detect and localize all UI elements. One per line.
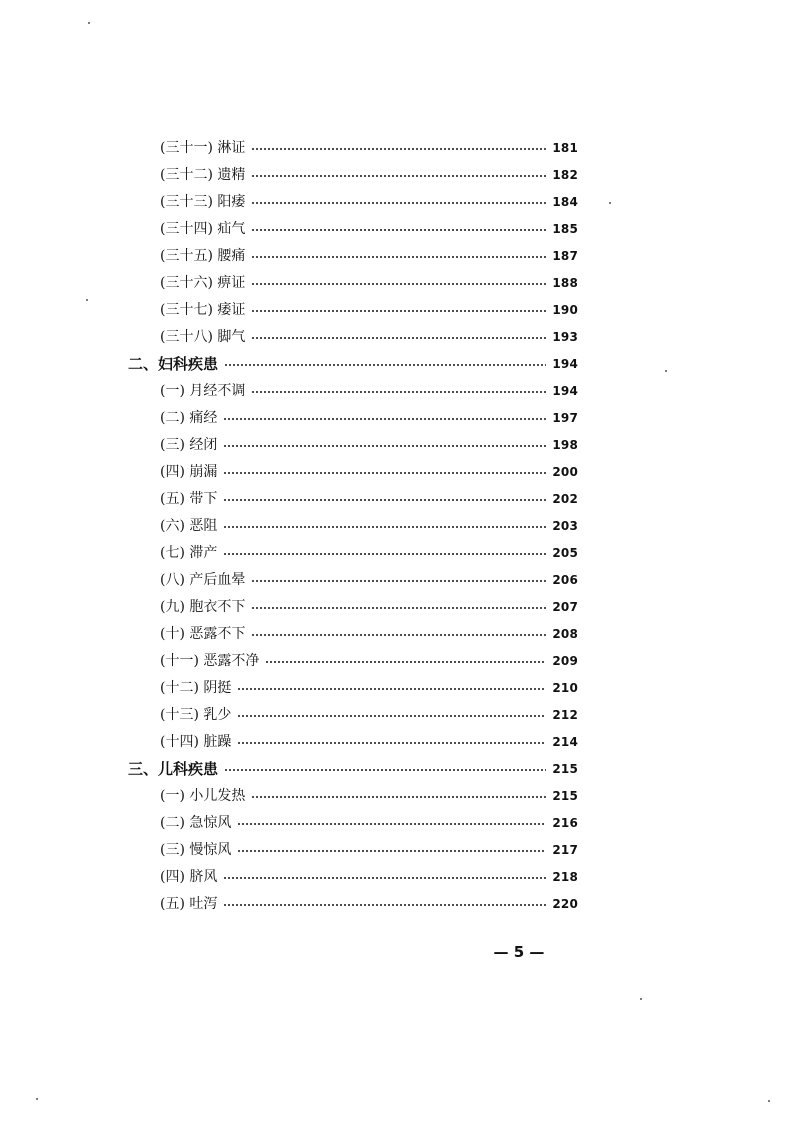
toc-entry-row — [160, 136, 578, 160]
toc-dot-leader — [223, 418, 546, 420]
toc-entry-label: (四) 脐风 — [160, 869, 218, 885]
toc-entry-page: 190 — [552, 303, 578, 317]
toc-entry-row — [160, 487, 578, 511]
toc-entry-page: 184 — [552, 195, 578, 209]
toc-entry-page: 214 — [552, 735, 578, 749]
toc-entry-label: (一) 月经不调 — [160, 383, 246, 399]
toc-entry-row — [160, 703, 578, 727]
toc-entry-page: 188 — [552, 276, 578, 290]
toc-entry-row — [160, 784, 578, 808]
toc-entry-label: (二) 痛经 — [160, 410, 218, 426]
toc-entry-label: (十四) 脏躁 — [160, 734, 232, 750]
toc-entry-row — [160, 217, 578, 241]
toc-dot-leader — [237, 850, 546, 852]
toc-entry-page: 217 — [552, 843, 578, 857]
toc-entry-label: (三十六) 痹证 — [160, 275, 246, 291]
toc-dot-leader — [237, 823, 546, 825]
toc-entry-row — [160, 460, 578, 484]
toc-entry-page: 216 — [552, 816, 578, 830]
toc-dot-leader — [251, 148, 546, 150]
scan-speck — [768, 1100, 770, 1102]
toc-entry-label: (三十三) 阳痿 — [160, 194, 246, 210]
toc-entry-label: (三十一) 淋证 — [160, 140, 246, 156]
toc-entry-page: 207 — [552, 600, 578, 614]
toc-entry-label: (三十四) 疝气 — [160, 221, 246, 237]
toc-entry-page: 218 — [552, 870, 578, 884]
toc-entry-page: 202 — [552, 492, 578, 506]
page-number: — 5 — — [493, 943, 545, 961]
toc-entry-page: 215 — [552, 762, 578, 776]
toc-dot-leader — [251, 391, 546, 393]
toc-entry-row — [160, 730, 578, 754]
toc-entry-label: (十二) 阴挺 — [160, 680, 232, 696]
toc-entry-page: 205 — [552, 546, 578, 560]
toc-dot-leader — [223, 553, 546, 555]
toc-dot-leader — [251, 796, 546, 798]
toc-entry-page: 181 — [552, 141, 578, 155]
toc-entry-page: 200 — [552, 465, 578, 479]
toc-entry-row — [160, 433, 578, 457]
toc-entry-label: (三十八) 脚气 — [160, 329, 246, 345]
toc-entry-row — [160, 649, 578, 673]
scan-speck — [36, 1098, 38, 1100]
scan-speck — [640, 998, 642, 1000]
scan-speck — [88, 22, 90, 24]
toc-entry-label: (七) 滞产 — [160, 545, 218, 561]
toc-section-row — [128, 757, 578, 781]
toc-entry-row — [160, 811, 578, 835]
toc-dot-leader — [265, 661, 546, 663]
toc-entry-row — [160, 406, 578, 430]
toc-entry-row — [160, 568, 578, 592]
toc-entry-row — [160, 838, 578, 862]
toc-entry-page: 198 — [552, 438, 578, 452]
toc-dot-leader — [237, 688, 546, 690]
toc-dot-leader — [223, 526, 546, 528]
toc-dot-leader — [224, 769, 546, 771]
toc-entry-label: (五) 带下 — [160, 491, 218, 507]
toc-entry-page: 220 — [552, 897, 578, 911]
toc-entry-row — [160, 298, 578, 322]
toc-dot-leader — [251, 634, 546, 636]
toc-dot-leader — [251, 310, 546, 312]
toc-entry-row — [160, 595, 578, 619]
toc-dot-leader — [223, 499, 546, 501]
toc-dot-leader — [251, 607, 546, 609]
toc-entry-row — [160, 541, 578, 565]
toc-dot-leader — [223, 472, 546, 474]
toc-entry-label: (三十五) 腰痛 — [160, 248, 246, 264]
toc-entry-page: 185 — [552, 222, 578, 236]
toc-dot-leader — [251, 175, 546, 177]
toc-entry-page: 215 — [552, 789, 578, 803]
toc-dot-leader — [251, 229, 546, 231]
toc-entry-row — [160, 271, 578, 295]
toc-dot-leader — [237, 742, 546, 744]
toc-entry-label: (十一) 恶露不净 — [160, 653, 260, 669]
toc-entry-label: (十三) 乳少 — [160, 707, 232, 723]
toc-section-row — [128, 352, 578, 376]
scan-speck — [609, 202, 611, 204]
toc-entry-label: (三) 经闭 — [160, 437, 218, 453]
toc-dot-leader — [251, 202, 546, 204]
toc-entry-page: 206 — [552, 573, 578, 587]
toc-entry-page: 182 — [552, 168, 578, 182]
toc-dot-leader — [224, 364, 546, 366]
toc-entry-page: 194 — [552, 357, 578, 371]
toc-entry-row — [160, 622, 578, 646]
toc-entry-row — [160, 325, 578, 349]
toc-dot-leader — [223, 445, 546, 447]
toc-dot-leader — [237, 715, 546, 717]
toc-dot-leader — [223, 904, 546, 906]
toc-entry-label: 三、儿科疾患 — [128, 760, 219, 778]
toc-entry-row — [160, 163, 578, 187]
toc-entry-label: (一) 小儿发热 — [160, 788, 246, 804]
toc-entry-row — [160, 676, 578, 700]
toc-entry-label: (八) 产后血晕 — [160, 572, 246, 588]
toc-entry-label: (十) 恶露不下 — [160, 626, 246, 642]
toc-entry-label: (三十二) 遗精 — [160, 167, 246, 183]
toc-entry-page: 212 — [552, 708, 578, 722]
toc-entry-row — [160, 379, 578, 403]
toc-entry-page: 210 — [552, 681, 578, 695]
toc-entry-page: 203 — [552, 519, 578, 533]
scan-speck — [86, 299, 88, 301]
toc-dot-leader — [251, 580, 546, 582]
scan-speck — [665, 370, 667, 372]
toc-entry-page: 208 — [552, 627, 578, 641]
toc-dot-leader — [223, 877, 546, 879]
toc-dot-leader — [251, 256, 546, 258]
toc-entry-label: (三十七) 痿证 — [160, 302, 246, 318]
toc-entry-page: 193 — [552, 330, 578, 344]
toc-entry-label: (二) 急惊风 — [160, 815, 232, 831]
toc-entry-label: (四) 崩漏 — [160, 464, 218, 480]
toc-dot-leader — [251, 337, 546, 339]
toc-entry-label: (三) 慢惊风 — [160, 842, 232, 858]
toc-entry-row — [160, 244, 578, 268]
toc-entry-row — [160, 514, 578, 538]
toc-entry-label: 二、妇科疾患 — [128, 355, 219, 373]
toc-entry-page: 197 — [552, 411, 578, 425]
toc-entry-label: (九) 胞衣不下 — [160, 599, 246, 615]
toc-entry-page: 209 — [552, 654, 578, 668]
toc-entry-row — [160, 892, 578, 916]
toc-entry-page: 187 — [552, 249, 578, 263]
toc-entry-row — [160, 865, 578, 889]
toc-entry-row — [160, 190, 578, 214]
toc-entry-label: (六) 恶阻 — [160, 518, 218, 534]
toc-entry-page: 194 — [552, 384, 578, 398]
toc-entry-label: (五) 吐泻 — [160, 896, 218, 912]
toc-dot-leader — [251, 283, 546, 285]
